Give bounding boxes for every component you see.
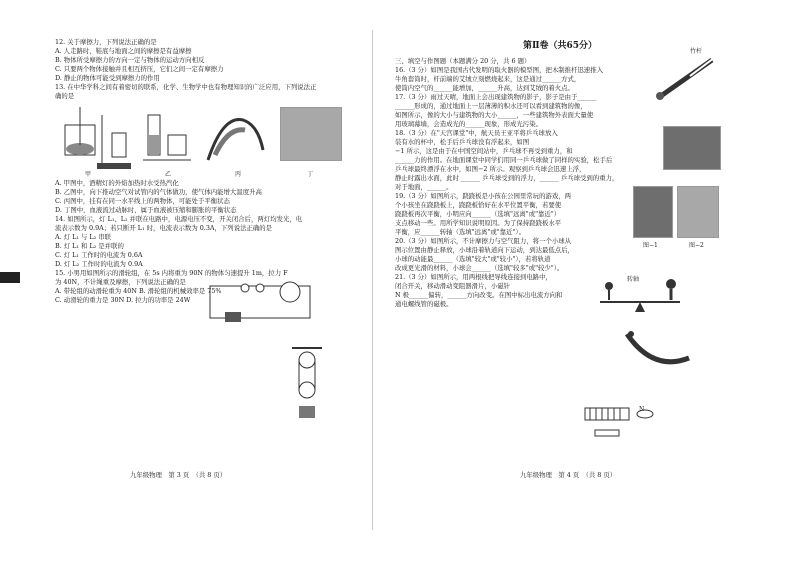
q12-block [55,38,385,101]
text-line: 16.（3 分）如图是我国古代发明的取火器的模型图，把木制推杆迅速推入 [395,66,603,74]
page-footer: 九年级物理 第 4 页 （共 8 页） [520,471,617,479]
figure-label: 转轴 [627,276,640,283]
text-line: A. 人走路时，鞋底与地面之间的摩擦是有益摩擦 [55,47,192,55]
text-line: 使筒内空气的______能增加，______升高，达到艾绒的着火点。 [395,84,574,92]
text-line: A. 甲图中，酒精灯的外焰加热时水受热汽化 [55,179,179,187]
figure-caption: 图−1 [643,242,658,249]
section-heading: 三、填空与作图题（本题满分 20 分，共 6 题） [395,57,531,65]
text-line: 用玻璃幕墙，会造成光的______现象，形成光污染。 [395,120,542,128]
text-line: 跷跷板再次平衡，小明应向______（选填"远离"或"靠近"） [395,210,561,218]
text-line: D. 灯 L₂ 工作时的电流为 0.9A [55,260,143,268]
text-line: B. 物体所受摩擦力的方向一定与物体的运动方向相反 [55,56,205,64]
text-line: 图示位置由静止释放，小球沿着轨道向下运动，到达最低点后， [395,246,574,254]
building-reflection-photo [663,126,721,170]
text-line: 如图所示，像的大小与建筑物的大小______，一些建筑物外表面大量使 [395,111,594,119]
text-line: D. 丁图中，血液流过动脉时，属于血液被压缩和膨胀的平衡状态 [55,206,237,214]
pulley-figure [287,346,327,426]
text-line: 12. 关于摩擦力，下列说法正确的是 [55,38,157,46]
figure-caption: 甲 [85,171,92,178]
text-line: 17.（3 分）雨过天晴，地面上会出现建筑物的影子，影子是由于______ [395,93,597,101]
text-line: 19.（3 分）如图所示，跷跷板是小孩在公园里常玩的游戏，两 [395,192,572,200]
text-line: 装有水的杯中，松手后乒乓球没有浮起来，如图 [395,138,530,146]
text-line: 确的是 [55,92,75,100]
figure-label: 竹杆 [690,48,703,55]
page-footer: 九年级物理 第 3 页 （共 8 页） [130,471,227,479]
text-line: A. 带轮组的动滑轮重为 40N B. 滑轮组的机械效率是 75% [55,287,222,295]
text-line: 闭合开关，移动滑动变阻器滑片，小磁针 [395,282,511,290]
text-line: C. 只要两个物体接触并且相互挤压，它们之间一定有摩擦力 [55,65,224,73]
figure-caption: 乙 [165,171,172,178]
figure-caption: 丙 [235,171,242,178]
text-line: A. 灯 L₁ 与 L₂ 串联 [55,233,111,241]
q13-figure [55,101,385,179]
text-line: N 极______偏转，______方向改变。在图中标出电流方向和 [395,291,563,299]
text-line: B. 灯 L₁ 和 L₂ 是并联的 [55,242,124,250]
text-line: 14. 如图所示，灯 L₁、L₂ 并联在电路中，电源电压不变，开关闭合后，两灯均发光，电 [55,215,303,223]
text-line: 15. 小男用如图所示的滑轮组，在 5s 内将重为 90N 的物体匀速提升 1m，拉力 F [55,269,288,277]
text-line: 改成更光滑的材料，小球会______（选填"较多"或"较少"）。 [395,264,564,272]
text-line: 21.（3 分）如图所示，用两根线把导线连接到电路中， [395,273,552,281]
text-line: B. 乙图中，向下推动空气对试管内的气体做功，使气体内能增大温度升高 [55,188,262,196]
text-line: 20.（3 分）如图所示，不计摩擦力与空气阻力，将一个小球从 [395,237,572,245]
text-line: 18.（3 分）在"天宫课堂"中，航天员王亚平将乒乓球放入 [395,129,558,137]
text-line: 个小孩坐在跷跷板上，跷跷板恰好在水平位置平衡，若要使 [395,201,562,209]
text-line: 静止时露出水面，此时 ______ 乒乓球受到的浮力，______ 乒乓球受到的重力， [395,174,619,182]
seesaw-figure [595,274,685,314]
text-line: 牛角套筒时，杆前端的艾绒立刻燃烧起来，这是通过______方式， [395,75,581,83]
text-line: D. 静止的物体可能受到摩擦力的作用 [55,74,160,82]
scan-marker [0,272,20,283]
text-line: 13. 在中华学科之间有着密切的联系，化学、生物学中也有物理知识的广泛应用，下列说法正 [55,83,317,91]
arm-figure [203,105,273,175]
space-experiment-photo-1 [633,186,673,238]
text-line: C. 灯 L₁ 工作时的电流为 0.6A [55,251,143,259]
right-page [395,38,725,508]
text-line: 平衡，应______转轴（选填"远离"或"靠近"）。 [395,228,525,236]
text-line: 通电螺线管的磁极。 [395,300,453,308]
text-line: 对于地面，______。 [395,183,453,191]
text-line: 流表示数为 0.9A；若只断开 L₁ 时，电流表示数为 0.3A，下列说法正确的是 [55,224,273,232]
figure-caption: 丁 [307,171,314,178]
section-title: 第Ⅱ卷（共65分） [522,41,598,51]
text-line: 乒乓球最终漂浮在水中，如图−2 所示。观察到乒乓球会迅速上浮， [395,165,586,173]
text-line: ______形成的，通过地面上一层薄薄的积水还可以看到建筑物的像， [395,102,587,110]
figure-label: N [639,406,645,413]
text-line: C. 动滑轮的重力是 30N D. 拉力的功率是 24W [55,296,191,304]
figure-caption: 图−2 [689,242,704,249]
text-line: 支点移动一些。用所学知识说明原因。为了保持跷跷板水平 [395,219,562,227]
space-experiment-photo-2 [677,186,719,238]
tissue-photo [280,107,342,161]
test-tube-figure [143,105,193,175]
circuit-figure [205,278,315,324]
text-line: ______力的作用。在地面课堂中同学们用同一乒乓球做了同样的实验，松手后 [395,156,613,164]
text-line: 为 40N，不计绳重及摩擦，下列说法正确的是 [55,278,186,286]
beaker-apparatus-figure [57,105,137,175]
text-line: 小球的动能最______（选填"较大"或"较小"），若将轨道 [395,255,551,263]
track-figure [623,328,693,368]
text-line: C. 丙图中，挂有在同一水平线上的两物体，可能处于平衡状态 [55,197,230,205]
text-line: −1 所示，这是由于在中国空间站中，乒乓球不再受到重力，和 [395,147,573,155]
fire-piston-figure [650,52,720,102]
left-page [55,38,385,508]
